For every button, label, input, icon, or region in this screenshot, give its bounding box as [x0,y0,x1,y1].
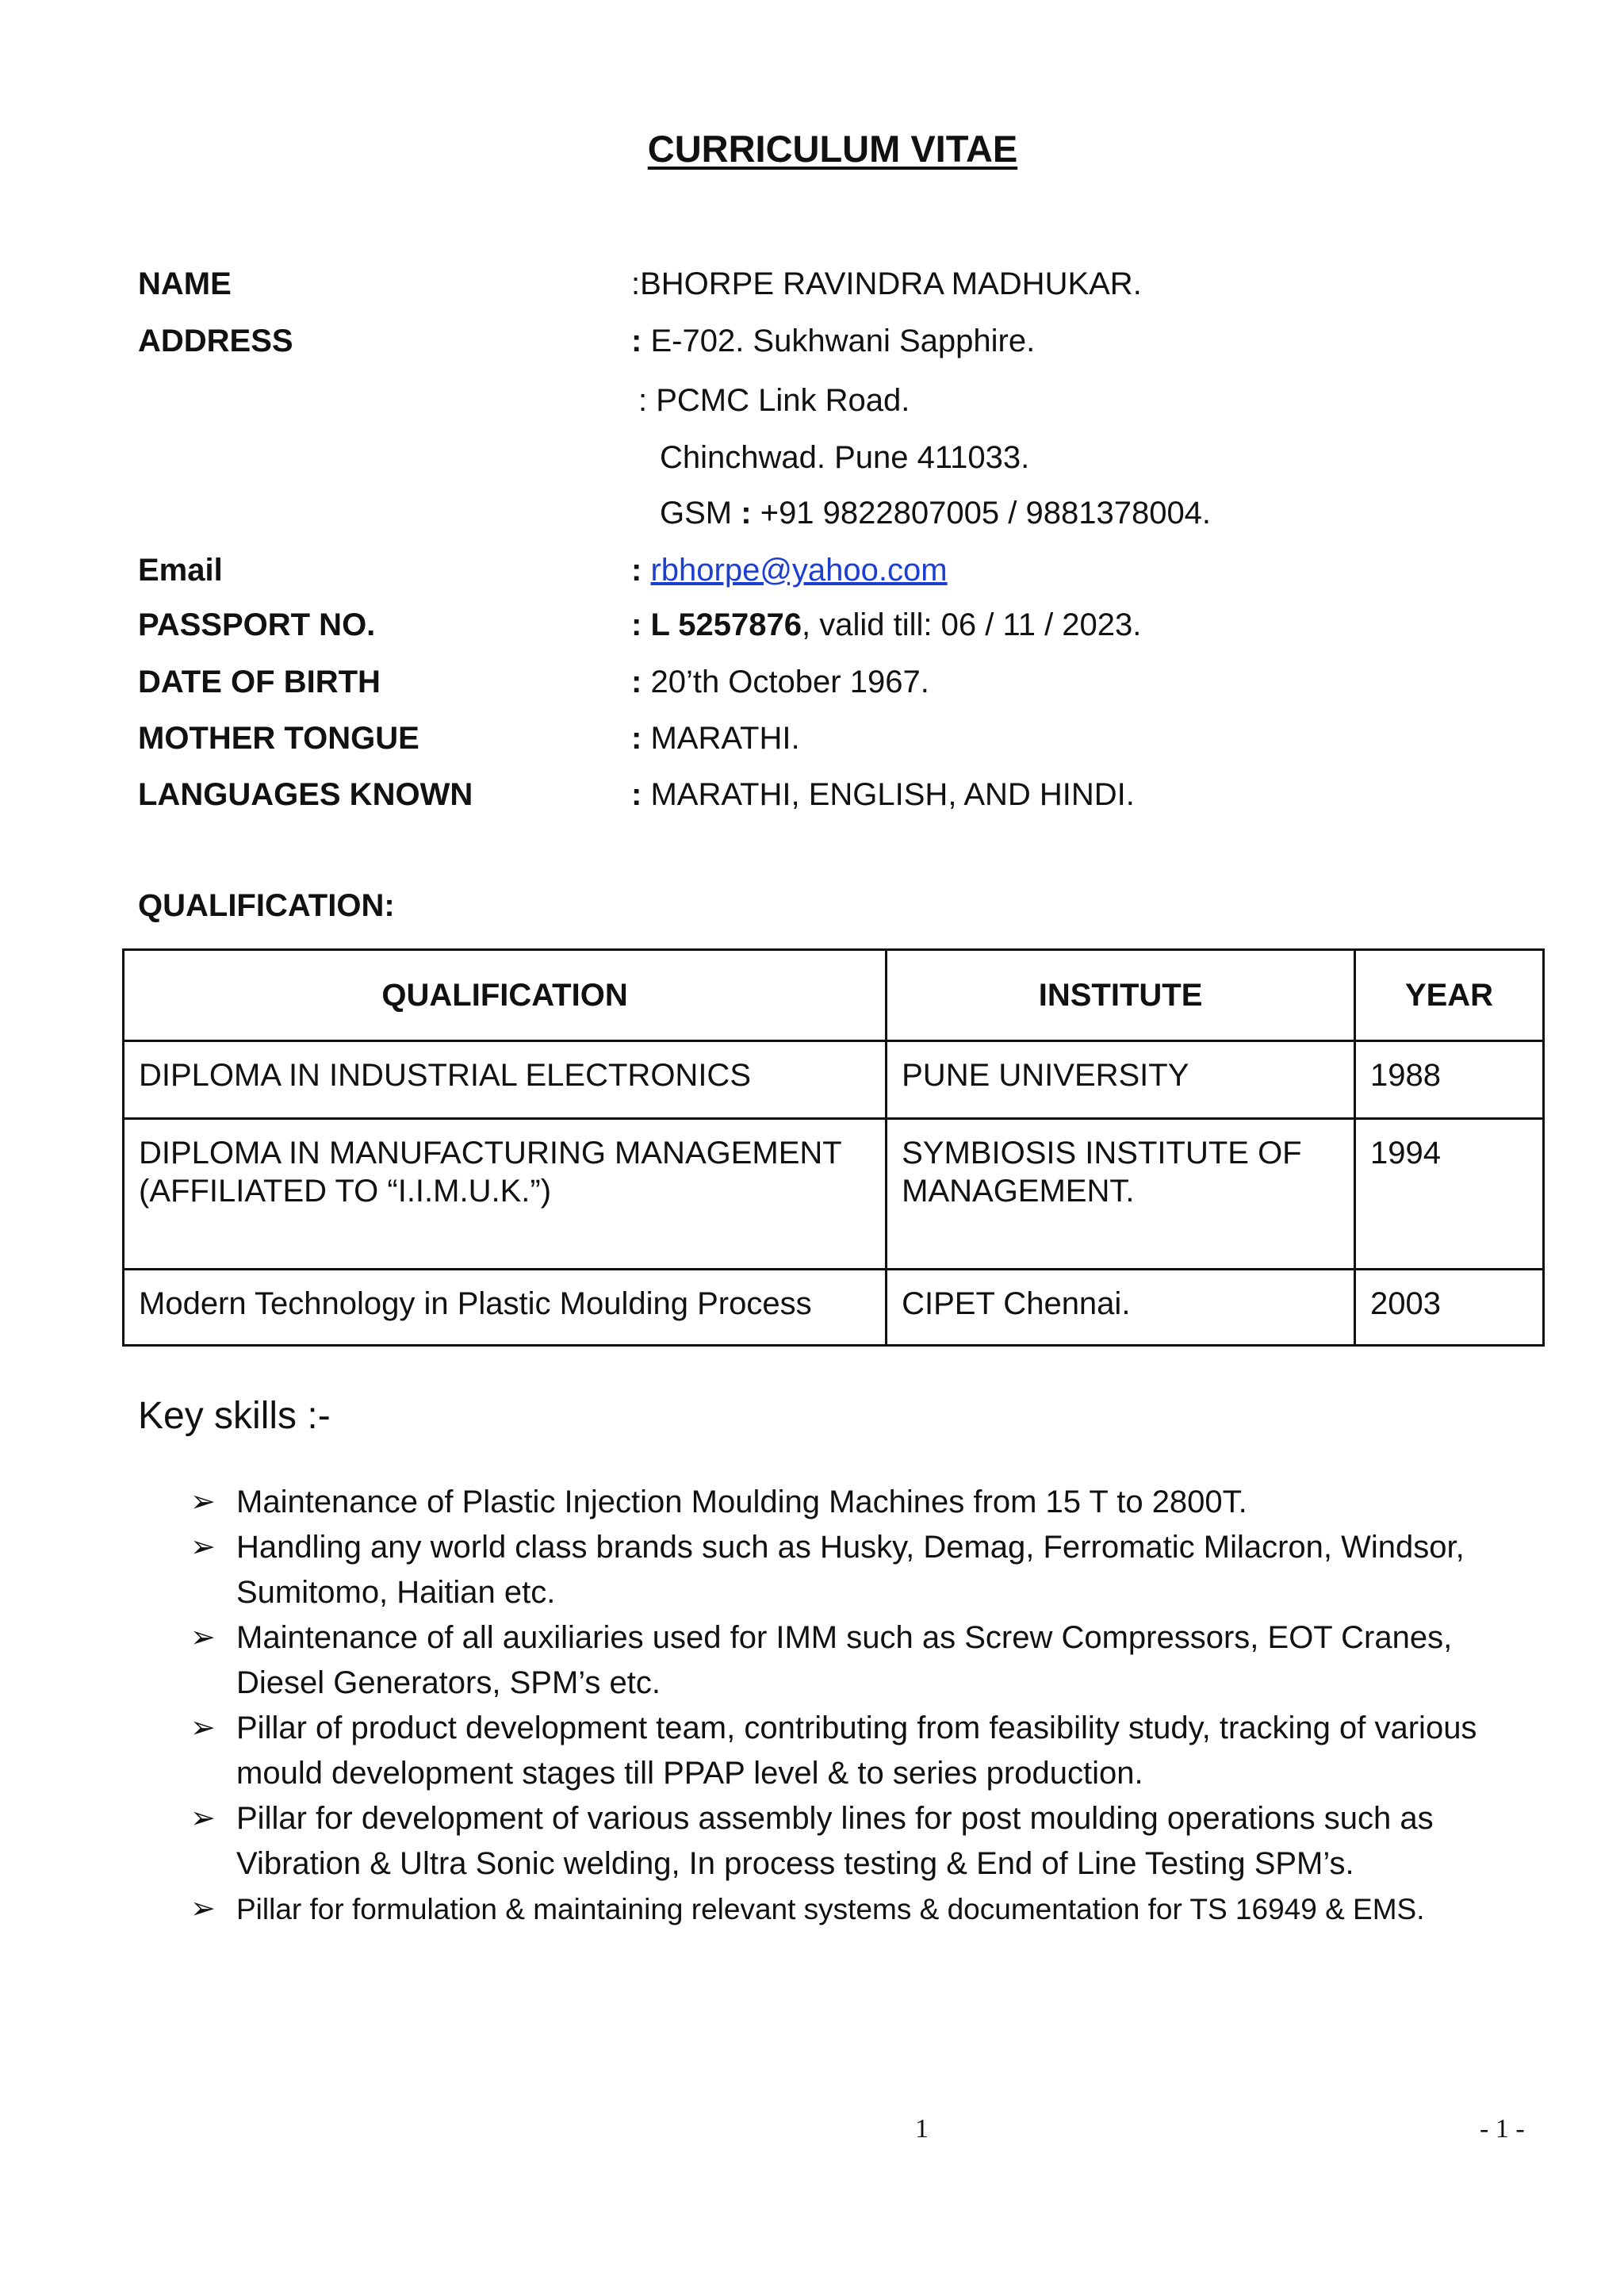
languages-value-wrap [631,777,1135,813]
arrow-bullet-icon: ➢ [190,1485,216,1519]
gsm-value: +91 9822807005 / 9881378004. [760,496,1212,531]
cell-qualification [124,1119,887,1270]
arrow-bullet-icon: ➢ [190,1531,216,1564]
arrow-bullet-icon: ➢ [190,1802,216,1835]
table-row [124,1041,1544,1119]
cell-qualification-line2: (AFFILIATED TO “I.I.M.U.K.”) [139,1174,552,1209]
column-header-qualification: QUALIFICATION [124,950,887,1041]
email-value-wrap [631,553,948,588]
name-value: :BHORPE RAVINDRA MADHUKAR. [631,266,1142,301]
list-item [190,1706,1538,1796]
table-row [124,1119,1544,1270]
list-item [190,1887,1538,1932]
cell-institute-line2: MANAGEMENT. [902,1174,1135,1209]
list-item [190,1615,1538,1706]
name-label: NAME [138,266,232,301]
dob-colon: : [631,665,642,699]
page-title: CURRICULUM VITAE [647,128,1018,170]
gsm-line [660,496,1211,531]
passport-value [631,607,1141,643]
mother-tongue-value-wrap [631,721,800,757]
cell-qualification: DIPLOMA IN INDUSTRIAL ELECTRONICS [124,1041,887,1119]
page-number-right: - 1 - [1480,2114,1525,2144]
table-header-row [124,950,1544,1041]
address-line3: Chinchwad. Pune 411033. [660,440,1030,475]
arrow-bullet-icon: ➢ [190,1892,216,1925]
cell-qualification-line1: DIPLOMA IN MANUFACTURING MANAGEMENT [139,1136,842,1170]
table-row [124,1270,1544,1346]
qualification-heading: QUALIFICATION: [138,888,395,923]
mother-tongue-value: MARATHI. [650,721,800,756]
key-skills-list [190,1480,1538,1932]
dob-value: 20’th October 1967. [650,665,929,699]
cell-institute-line1: SYMBIOSIS INSTITUTE OF [902,1136,1302,1170]
arrow-bullet-icon: ➢ [190,1711,216,1745]
list-item [190,1796,1538,1887]
address-line2: : PCMC Link Road. [638,383,910,418]
qualification-table [122,948,1545,1347]
column-header-institute: INSTITUTE [887,950,1355,1041]
column-header-year: YEAR [1355,950,1544,1041]
skill-text: Maintenance of all auxiliaries used for IMM such as Screw Compressors, EOT Cranes, Diesel Generators, SPM’s etc. [236,1620,1453,1700]
gsm-label: GSM [660,496,733,531]
page-number-center: 1 [915,2114,929,2144]
passport-number: L 5257876 [650,607,802,642]
arrow-bullet-icon: ➢ [190,1621,216,1654]
mother-tongue-label: MOTHER TONGUE [138,721,419,756]
list-item [190,1525,1538,1615]
email-link[interactable]: rbhorpe@yahoo.com [650,553,948,588]
key-skills-heading: Key skills :- [138,1395,331,1437]
gsm-colon: : [741,496,752,531]
email-label: Email [138,553,223,588]
skill-text: Pillar for development of various assembly lines for post moulding operations such as Vibration & Ultra Sonic welding, In process testing & End of Line Testing SPM’s. [236,1801,1434,1881]
address-line1 [631,324,1035,359]
list-item [190,1480,1538,1525]
mother-tongue-colon: : [631,721,642,756]
email-colon: : [631,553,642,588]
dob-label: DATE OF BIRTH [138,665,381,699]
languages-colon: : [631,777,642,812]
skill-text: Maintenance of Plastic Injection Moulding Machines from 15 T to 2800T. [236,1485,1247,1519]
passport-label: PASSPORT NO. [138,607,376,642]
address-label: ADDRESS [138,324,293,358]
languages-value: MARATHI, ENGLISH, AND HINDI. [650,777,1135,812]
passport-colon: : [631,607,642,642]
cell-year: 1994 [1355,1119,1544,1270]
passport-validity: , valid till: 06 / 11 / 2023. [802,607,1142,642]
cell-institute: PUNE UNIVERSITY [887,1041,1355,1119]
skill-text: Pillar for formulation & maintaining relevant systems & documentation for TS 16949 & EMS. [236,1893,1425,1925]
cell-institute: CIPET Chennai. [887,1270,1355,1346]
address-colon: : [631,324,642,358]
skill-text: Handling any world class brands such as Husky, Demag, Ferromatic Milacron, Windsor, Sumitomo, Haitian etc. [236,1530,1465,1610]
cell-institute [887,1119,1355,1270]
skill-text: Pillar of product development team, contributing from feasibility study, tracking of various mould development stages till PPAP level & to series production. [236,1711,1477,1791]
address-line1-text: E-702. Sukhwani Sapphire. [650,324,1036,358]
cell-qualification: Modern Technology in Plastic Moulding Process [124,1270,887,1346]
cell-year: 2003 [1355,1270,1544,1346]
cell-year: 1988 [1355,1041,1544,1119]
dob-value-wrap [631,665,929,700]
languages-label: LANGUAGES KNOWN [138,777,473,812]
